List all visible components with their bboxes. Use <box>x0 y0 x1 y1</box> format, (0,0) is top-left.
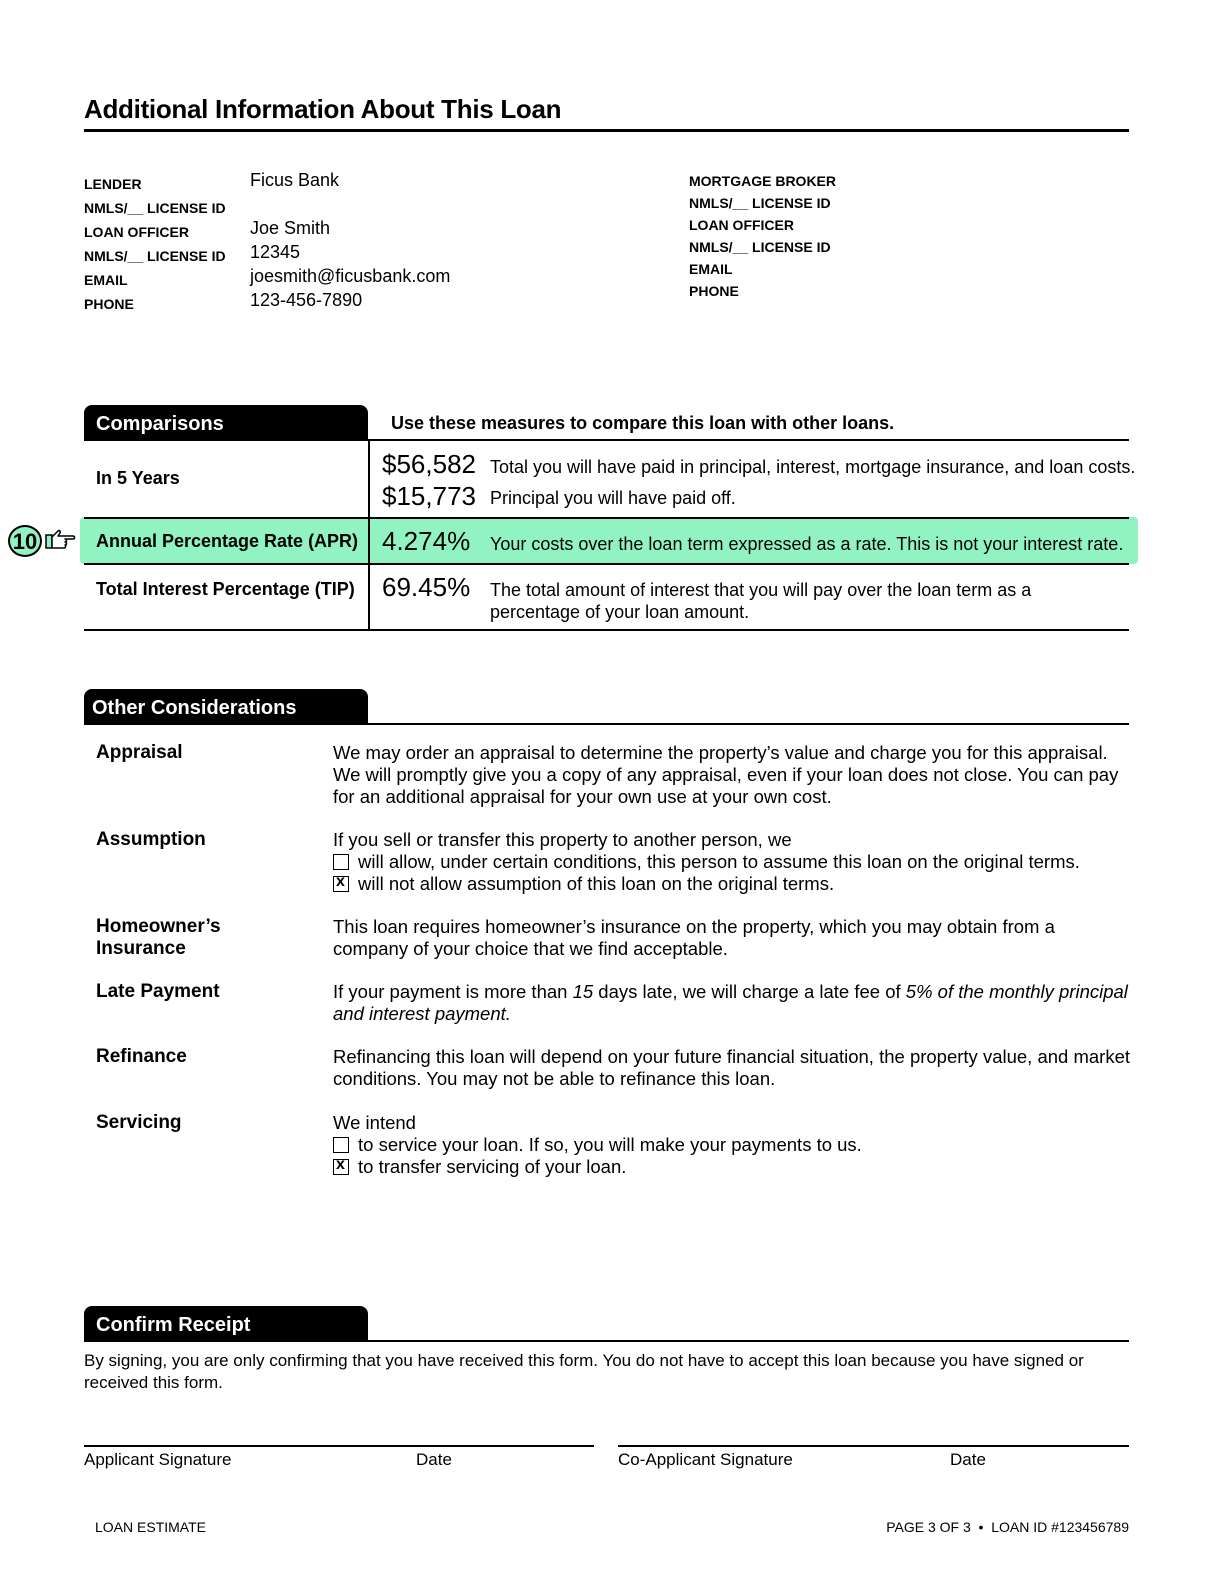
title-divider <box>84 129 1129 132</box>
insurance-label-line2: Insurance <box>96 938 186 959</box>
assumption-allow-text: will allow, under certain conditions, this person to assume this loan on the original terms. <box>358 851 1080 872</box>
confirm-receipt-tab: Confirm Receipt <box>84 1306 368 1342</box>
insurance-label-line1: Homeowner’s <box>96 916 221 937</box>
broker-nmls-label: NMLS/__ LICENSE ID <box>689 195 831 211</box>
servicing-transfer-checkbox[interactable] <box>333 1159 349 1175</box>
loan-officer-label: LOAN OFFICER <box>84 224 189 240</box>
tip-label: Total Interest Percentage (TIP) <box>96 579 355 599</box>
late-payment-days: 15 <box>572 981 594 1002</box>
confirm-receipt-text: By signing, you are only confirming that you have received this form. You do not have to accept this loan because you have signed or received this form. <box>84 1351 1084 1392</box>
assumption-not-allow-text: will not allow assumption of this loan on the original terms. <box>358 873 835 894</box>
broker-info <box>689 172 836 304</box>
annotation-badge: 10 <box>8 525 42 557</box>
servicing-transfer-text: to transfer servicing of your loan. <box>358 1156 627 1177</box>
broker-officer-nmls-label: NMLS/__ LICENSE ID <box>689 239 831 255</box>
lender-name: Ficus Bank <box>250 170 340 190</box>
page-title: Additional Information About This Loan <box>84 94 562 124</box>
apr-label: Annual Percentage Rate (APR) <box>96 531 359 551</box>
co-applicant-signature-line[interactable] <box>618 1445 1129 1447</box>
officer-nmls-label: NMLS/__ LICENSE ID <box>84 248 226 264</box>
insurance-text: This loan requires homeowner’s insurance on the property, which you may obtain from a company of your choice that we find acceptable. <box>333 916 1055 959</box>
tip-desc: The total amount of interest that you will pay over the loan term as a percentage of your loan amount. <box>490 580 1032 622</box>
apr-value: 4.274% <box>382 526 471 556</box>
officer-nmls-value: 12345 <box>250 242 301 262</box>
other-considerations-tab: Other Considerations <box>84 689 368 725</box>
late-payment-fee: 5% of the monthly principal and interest payment. <box>333 981 1128 1024</box>
servicing-intro: We intend <box>333 1112 416 1133</box>
confirm-receipt-rule <box>84 1340 1129 1342</box>
servicing-self-text: to service your loan. If so, you will make your payments to us. <box>358 1134 862 1155</box>
comparisons-heading: Use these measures to compare this loan with other loans. <box>391 413 895 433</box>
comparisons-tab: Comparisons <box>84 405 368 441</box>
late-payment-label: Late Payment <box>96 981 220 1002</box>
appraisal-text: We may order an appraisal to determine the property’s value and charge you for this appraisal. We will promptly give you a copy of any appraisal, even if your loan does not close. You can pay for an additional appraisal for your own use at your own cost. <box>333 742 1119 807</box>
assumption-block <box>333 829 1133 895</box>
assumption-intro: If you sell or transfer this property to another person, we <box>333 829 792 850</box>
in-5-years-principal: $15,773 <box>382 481 476 511</box>
refinance-text: Refinancing this loan will depend on your future financial situation, the property value, and market conditions. You may not be able to refinance this loan. <box>333 1046 1130 1089</box>
email-label: EMAIL <box>84 272 128 288</box>
loan-officer-name: Joe Smith <box>250 218 331 238</box>
in-5-years-total: $56,582 <box>382 449 476 479</box>
applicant-signature-label: Applicant Signature <box>84 1450 232 1469</box>
in-5-years-principal-desc: Principal you will have paid off. <box>490 488 736 508</box>
late-payment-text <box>333 981 1133 1025</box>
lender-label: LENDER <box>84 176 142 192</box>
phone-label: PHONE <box>84 296 134 312</box>
pointing-hand-icon <box>44 528 76 557</box>
assumption-allow-checkbox[interactable] <box>333 854 349 870</box>
email-value: joesmith@ficusbank.com <box>250 266 451 286</box>
refinance-label: Refinance <box>96 1046 187 1067</box>
broker-phone-label: PHONE <box>689 283 739 299</box>
servicing-label: Servicing <box>96 1112 182 1133</box>
assumption-label: Assumption <box>96 829 206 850</box>
tip-value: 69.45% <box>382 572 471 602</box>
phone-value: 123-456-7890 <box>250 290 363 310</box>
comparisons-rule <box>84 439 1129 441</box>
broker-officer-label: LOAN OFFICER <box>689 217 794 233</box>
row-divider <box>84 517 1129 519</box>
in-5-years-label: In 5 Years <box>96 468 180 488</box>
assumption-not-allow-checkbox[interactable] <box>333 876 349 892</box>
broker-label: MORTGAGE BROKER <box>689 173 836 189</box>
comparisons-bottom-rule <box>84 629 1129 631</box>
comparisons-column-divider <box>368 439 370 630</box>
in-5-years-total-desc: Total you will have paid in principal, interest, mortgage insurance, and loan costs. <box>490 457 1136 477</box>
co-applicant-date-label: Date <box>950 1450 986 1469</box>
late-payment-text-b: days late, we will charge a late fee of <box>593 981 906 1002</box>
co-applicant-signature-label: Co-Applicant Signature <box>618 1450 793 1469</box>
footer-form-name: LOAN ESTIMATE <box>95 1519 206 1535</box>
lender-nmls-label: NMLS/__ LICENSE ID <box>84 200 226 216</box>
apr-desc: Your costs over the loan term expressed as a rate. This is not your interest rate. <box>490 534 1124 554</box>
appraisal-label: Appraisal <box>96 742 183 763</box>
servicing-self-checkbox[interactable] <box>333 1137 349 1153</box>
row-divider <box>84 563 1129 565</box>
other-considerations-rule <box>84 723 1129 725</box>
broker-email-label: EMAIL <box>689 261 733 277</box>
servicing-block <box>333 1112 1133 1178</box>
insurance-label <box>96 916 221 960</box>
applicant-signature-line[interactable] <box>84 1445 594 1447</box>
late-payment-text-a: If your payment is more than <box>333 981 573 1002</box>
footer-page-info: PAGE 3 OF 3 • LOAN ID #123456789 <box>886 1519 1129 1535</box>
applicant-date-label: Date <box>416 1450 452 1469</box>
